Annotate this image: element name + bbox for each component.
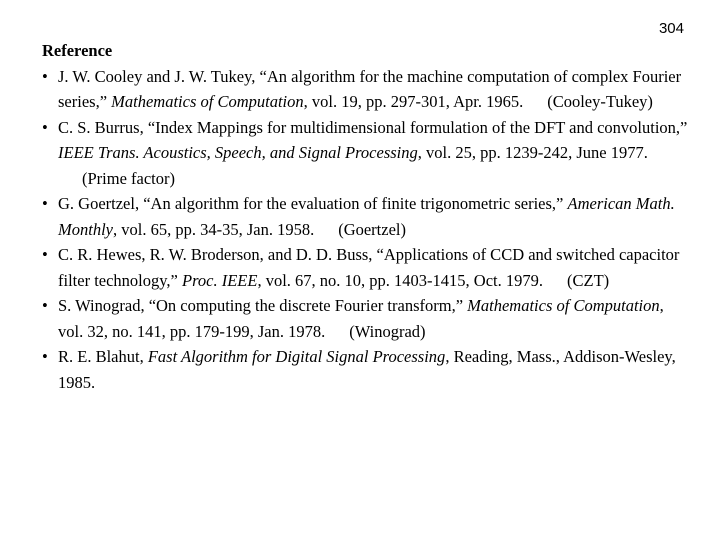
- reference-text: R. E. Blahut,: [58, 347, 148, 366]
- reference-venue: Mathematics of Computation: [111, 92, 304, 111]
- reference-venue: IEEE Trans. Acoustics, Speech, and Signal Processing: [58, 143, 418, 162]
- reference-item-goertzel: [42, 191, 692, 242]
- algorithm-tag: (Cooley-Tukey): [547, 92, 653, 111]
- reference-list: [42, 64, 692, 396]
- reference-text: G. Goertzel, “An algorithm for the evaluation of finite trigonometric series,”: [58, 194, 568, 213]
- reference-text: C. S. Burrus, “Index Mappings for multidimensional formulation of the DFT and convolution,”: [58, 117, 688, 137]
- reference-item-blahut: [42, 344, 692, 395]
- algorithm-tag: (CZT): [567, 270, 610, 290]
- reference-venue: Fast Algorithm for Digital Signal Processing: [147, 347, 446, 366]
- algorithm-tag: (Winograd): [349, 321, 426, 341]
- reference-details: , vol. 32, no. 141, pp. 179-199, Jan. 1978.: [58, 296, 664, 341]
- algorithm-tag: (Prime factor): [82, 168, 175, 188]
- reference-item-prime-factor: [42, 115, 692, 192]
- reference-slide: [42, 38, 692, 395]
- reference-details: , vol. 19, pp. 297-301, Apr. 1965.: [303, 92, 524, 111]
- reference-item-czt: [42, 242, 692, 293]
- reference-text: S. Winograd, “On computing the discrete Fourier transform,”: [58, 296, 468, 315]
- reference-text: C. R. Hewes, R. W. Broderson, and D. D. Buss, “Applications of CCD and switched capacitor filter technology,”: [58, 245, 680, 290]
- reference-item-winograd: [42, 293, 692, 344]
- reference-venue: Proc. IEEE: [182, 270, 258, 290]
- page-title: Reference: [42, 41, 113, 60]
- reference-details: , vol. 25, pp. 1239-242, June 1977.: [417, 143, 648, 162]
- reference-item-cooley-tukey: [42, 64, 692, 115]
- reference-text: J. W. Cooley and J. W. Tukey, “An algorithm for the machine computation of complex Fourier series,”: [58, 66, 682, 111]
- algorithm-tag: (Goertzel): [338, 219, 406, 239]
- reference-venue: American Math. Monthly: [58, 194, 675, 239]
- reference-venue: Mathematics of Computation: [467, 296, 660, 315]
- reference-details: , vol. 67, no. 10, pp. 1403-1415, Oct. 1979.: [257, 270, 543, 290]
- page-number: 304: [658, 20, 684, 37]
- reference-details: , Reading, Mass., Addison-Wesley, 1985.: [58, 347, 676, 392]
- reference-details: , vol. 65, pp. 34-35, Jan. 1958.: [113, 219, 315, 239]
